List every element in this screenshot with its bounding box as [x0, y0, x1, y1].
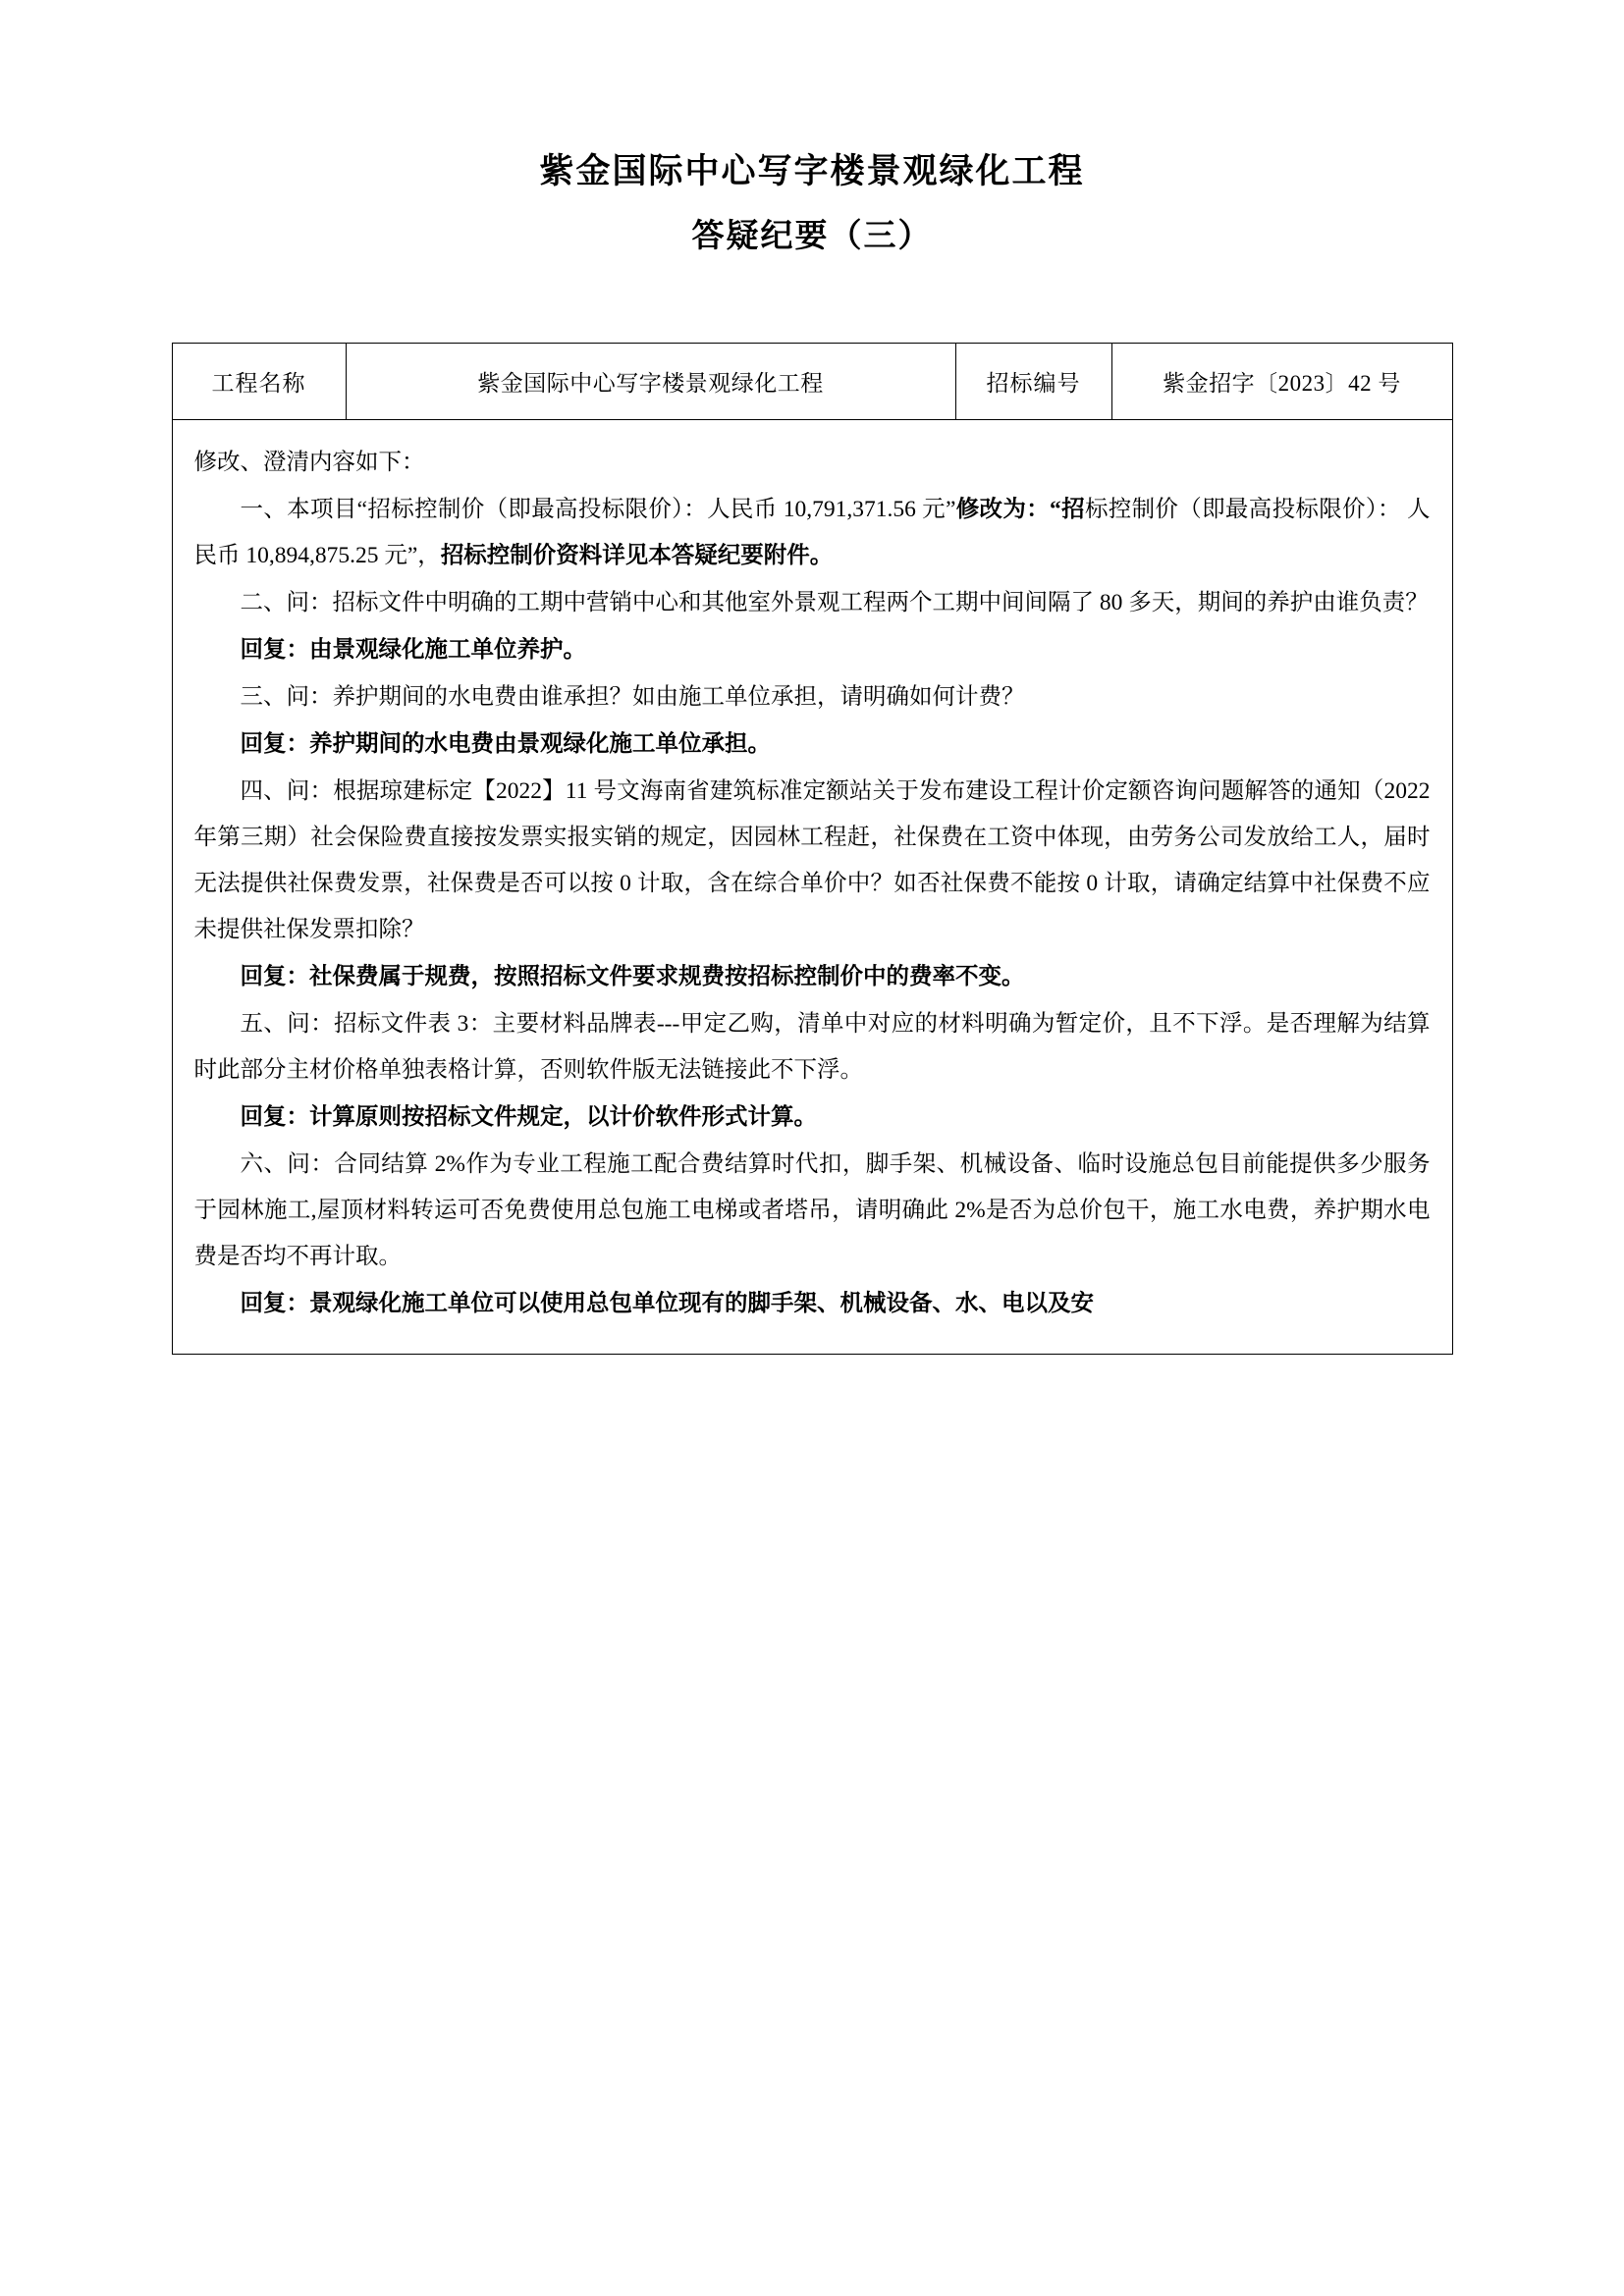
- item-5-question: 五、问：招标文件表 3：主要材料品牌表---甲定乙购，清单中对应的材料明确为暂定价，且不下浮。是否理解为结算时此部分主材价格单独表格计算，否则软件版无法链接此不下浮。: [193, 1011, 1431, 1084]
- intro-paragraph: 修改、澄清内容如下：: [193, 450, 425, 476]
- item-3-answer: 回复：养护期间的水电费由景观绿化施工单位承担。: [240, 731, 771, 758]
- page-title: 紫金国际中心写字楼景观绿化工程: [539, 151, 1085, 191]
- item-1-plain-b: 标控制价（即最高投标限价）： 人民币 10,894,875.25 元”，: [193, 497, 1431, 569]
- item-1-bold-c: 纪要附件。: [717, 543, 834, 569]
- item-2-question: 二、问：招标文件中明确的工期中营销中心和其他室外景观工程两个工期中间间隔了 80 多天，期间的养护由谁负责？: [240, 590, 1429, 616]
- item-3-question: 三、问：养护期间的水电费由谁承担？如由施工单位承担，请明确如何计费？: [240, 684, 1025, 711]
- item-4-answer: 回复：社保费属于规费，按照招标文件要求规费按招标控制价中的费率不变。: [240, 964, 1025, 990]
- project-name-value: 紫金国际中心写字楼景观绿化工程: [346, 344, 955, 420]
- item-6-answer: 回复：景观绿化施工单位可以使用总包单位现有的脚手架、机械设备、水、电以及安: [240, 1291, 1094, 1317]
- body-content-cell: [172, 420, 1452, 1355]
- page-subtitle: 答疑纪要（三）: [691, 216, 933, 254]
- table-row-header: [172, 344, 1452, 420]
- answer-summary-table: [172, 343, 1453, 1355]
- tender-number-value: 紫金招字〔2023〕42 号: [1111, 344, 1452, 420]
- item-6-question: 六、问：合同结算 2%作为专业工程施工配合费结算时代扣，脚手架、机械设备、临时设施总包目前能提供多少服务于园林施工,屋顶材料转运可否免费使用总包施工电梯或者塔吊，请明确此 2%是否为总价包干，施工水电费，养护期水电费是否均不再计取。: [193, 1151, 1431, 1270]
- project-name-label: 工程名称: [172, 344, 346, 420]
- item-2-answer: 回复：由景观绿化施工单位养护。: [240, 637, 586, 664]
- tender-number-label: 招标编号: [955, 344, 1111, 420]
- item-1-plain: 一、本项目“招标控制价（即最高投标限价）：人民币 10,791,371.56 元”: [240, 497, 956, 523]
- item-1-bold-b: 招标控制价资料详见本答疑: [440, 543, 718, 569]
- table-row-body: [172, 420, 1452, 1355]
- title-spacer: [118, 258, 1506, 343]
- item-1-paragraph: [194, 487, 1431, 579]
- item-5-answer: 回复：计算原则按招标文件规定，以计价软件形式计算。: [240, 1104, 817, 1131]
- item-1-bold-a: 修改为：“招: [955, 497, 1085, 523]
- item-4-question: 四、问：根据琼建标定【2022】11 号文海南省建筑标准定额站关于发布建设工程计价定额咨询问题解答的通知（2022 年第三期）社会保险费直接按发票实报实销的规定，因园林工程赶，社保费在工资中体现，由劳务公司发放给工人，届时无法提供社保费发票，社保费是否可以按 0 计取，含在综合单价中？如否社保费不能按 0 计取，请确定结算中社保费不应未提供社保发票扣除？: [193, 778, 1431, 943]
